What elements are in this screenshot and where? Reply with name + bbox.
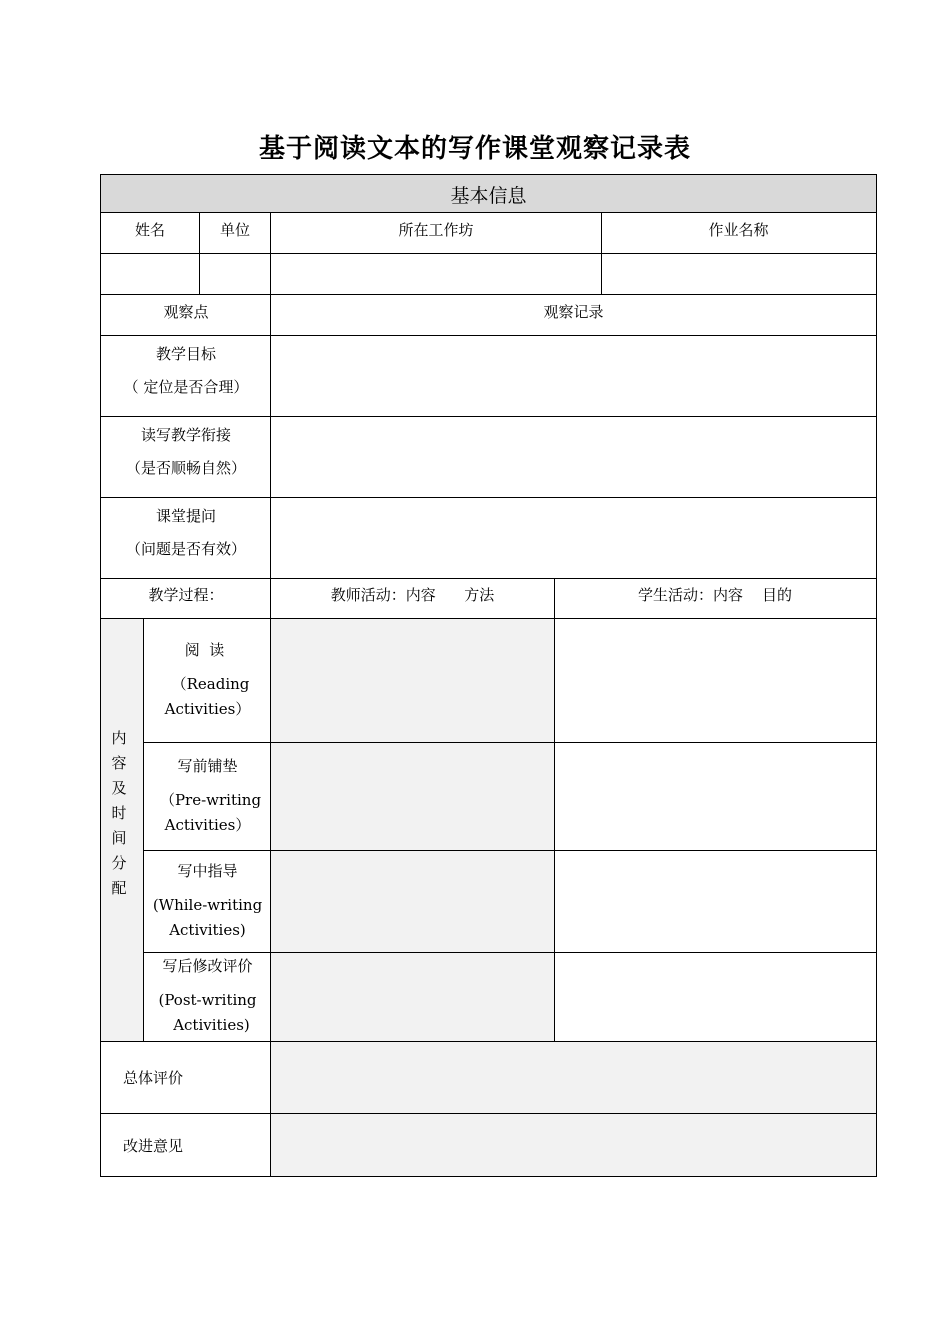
stage-post-writing (144, 955, 271, 1038)
stage-pre-writing (144, 755, 271, 838)
stage-while-writing (144, 860, 271, 943)
process-label: 教学过程： (148, 586, 224, 604)
table-rule (100, 212, 877, 213)
unit-field[interactable] (199, 254, 271, 295)
side-char: 时 (111, 804, 127, 822)
table-rule (100, 416, 877, 417)
table-rule (100, 1041, 877, 1042)
side-char: 配 (111, 879, 127, 897)
observation-record-field[interactable] (271, 417, 876, 497)
observation-note: （问题是否有效） (125, 540, 246, 558)
side-char: 及 (111, 779, 127, 797)
observation-note: （是否顺畅自然） (125, 459, 246, 477)
overall-evaluation-label: 总体评价 (123, 1069, 184, 1087)
stage-english: Activities) (173, 1016, 250, 1034)
observation-row-questioning (101, 500, 271, 566)
table-rule (144, 850, 877, 851)
stage-english: （Pre-writing (159, 791, 262, 809)
stage-reading (144, 639, 271, 722)
workshop-header: 所在工作坊 (398, 221, 474, 239)
page-title: 基于阅读文本的写作课堂观察记录表 (258, 134, 691, 164)
stage-english: Activities) (169, 921, 246, 939)
table-rule (601, 212, 602, 295)
table-rule (100, 174, 101, 1177)
side-char: 间 (111, 829, 127, 847)
table-rule (270, 212, 271, 1177)
workshop-field[interactable] (271, 254, 601, 295)
table-rule (100, 335, 877, 336)
table-rule (876, 174, 877, 1177)
table-rule (144, 742, 877, 743)
table-rule (100, 578, 877, 579)
name-header: 姓名 (134, 221, 165, 239)
table-rule (100, 1176, 877, 1177)
teacher-activity-column[interactable] (271, 619, 554, 1041)
observation-note: （ 定位是否合理） (123, 378, 249, 396)
teacher-activity-header: 教师活动：内容 方法 (330, 586, 495, 604)
evaluation-input-area[interactable] (271, 1041, 876, 1177)
stage-english: (Post-writing (158, 991, 257, 1009)
assignment-field[interactable] (601, 254, 876, 295)
student-activity-header: 学生活动：内容 目的 (637, 586, 793, 604)
observation-record-header: 观察记录 (543, 303, 604, 321)
side-char: 分 (111, 854, 127, 872)
observation-record-field[interactable] (271, 336, 876, 416)
time-allocation-label (101, 726, 137, 901)
section-header: 基本信息 (450, 184, 527, 207)
name-field[interactable] (101, 254, 199, 295)
table-rule (144, 952, 877, 953)
stage-english: (While-writing (152, 896, 263, 914)
table-rule (554, 578, 555, 1042)
table-rule (100, 294, 877, 295)
stage-english: Activities） (164, 700, 251, 718)
stage-title: 写中指导 (177, 862, 238, 880)
observation-row-connection (101, 419, 271, 485)
assignment-header: 作业名称 (708, 221, 769, 239)
observation-label: 读写教学衔接 (140, 426, 231, 444)
observation-point-header: 观察点 (163, 303, 209, 321)
table-rule (143, 618, 144, 1042)
side-char: 内 (111, 729, 127, 747)
observation-label: 教学目标 (155, 345, 216, 363)
table-rule (100, 497, 877, 498)
stage-english: （Reading (171, 675, 250, 693)
stage-english: Activities） (164, 816, 251, 834)
stage-title: 写前铺垫 (177, 757, 238, 775)
table-rule (100, 618, 877, 619)
observation-label: 课堂提问 (155, 507, 216, 525)
table-rule (199, 212, 200, 295)
stage-title: 阅 读 (184, 641, 225, 659)
table-rule (100, 174, 877, 175)
side-char: 容 (111, 754, 127, 772)
stage-title: 写后修改评价 (162, 957, 253, 975)
observation-record-field[interactable] (271, 498, 876, 578)
observation-row-goal (101, 338, 271, 404)
improvement-suggestions-label: 改进意见 (123, 1137, 184, 1155)
table-rule (100, 1113, 877, 1114)
unit-header: 单位 (219, 221, 250, 239)
table-rule (100, 253, 877, 254)
